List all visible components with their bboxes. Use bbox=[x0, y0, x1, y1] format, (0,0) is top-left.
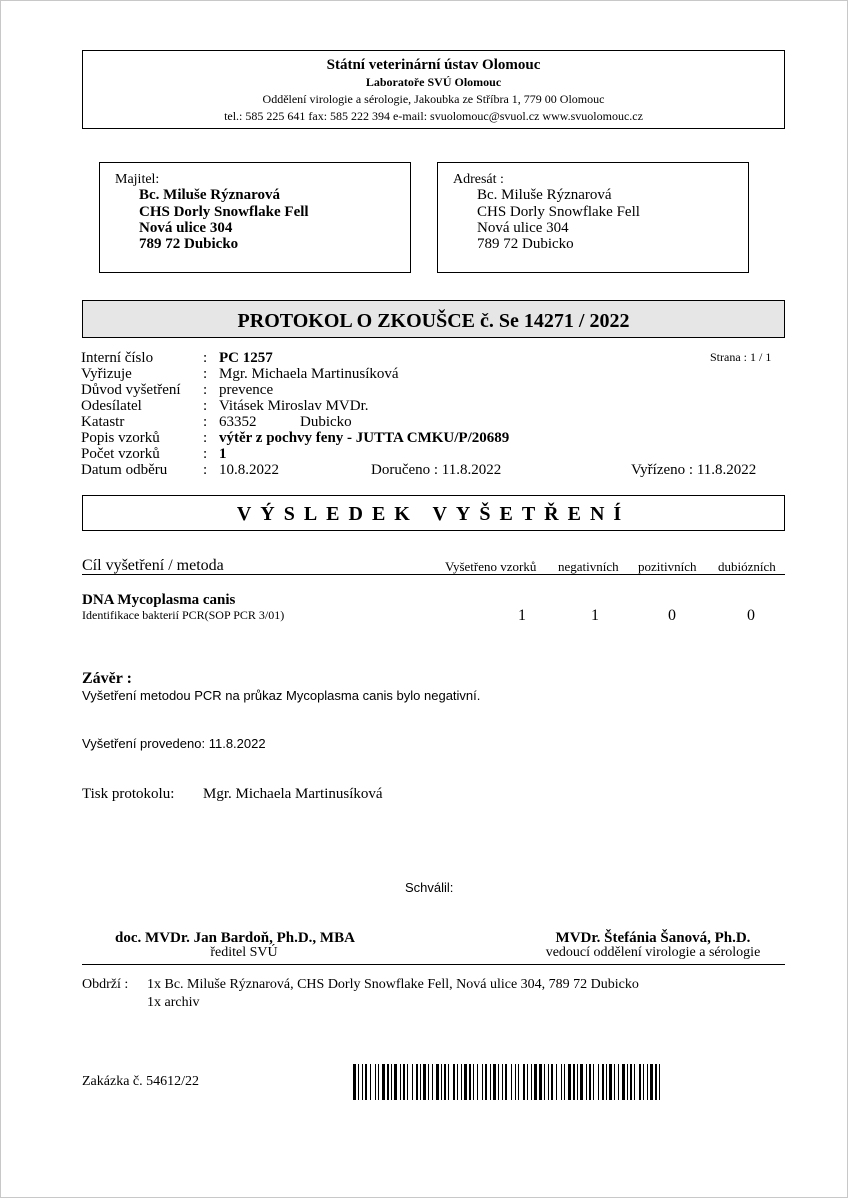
conclusion-text: Vyšetření metodou PCR na průkaz Mycoplasma canis bylo negativní. bbox=[82, 688, 481, 703]
department-address: Oddělení virologie a sérologie, Jakoubka ze Stříbra 1, 779 00 Olomouc bbox=[262, 92, 605, 106]
signatory-name: doc. MVDr. Jan Bardoň, Ph.D., MBA bbox=[115, 930, 355, 946]
owner-box bbox=[99, 162, 411, 273]
recipient-line: 1x Bc. Miluše Rýznarová, CHS Dorly Snowflake Fell, Nová ulice 304, 789 72 Dubicko bbox=[147, 977, 639, 992]
info-value: prevence bbox=[219, 382, 274, 398]
signatory-role: ředitel SVÚ bbox=[210, 945, 278, 960]
owner-line: Nová ulice 304 bbox=[139, 220, 233, 236]
addressee-line: Nová ulice 304 bbox=[477, 220, 569, 236]
info-label: Vyřizuje bbox=[81, 366, 132, 382]
info-label: Datum odběru bbox=[81, 462, 168, 478]
info-label: Počet vzorků bbox=[81, 446, 160, 462]
info-colon: : bbox=[203, 446, 208, 462]
recipients-label: Obdrží : bbox=[82, 977, 129, 992]
owner-line: CHS Dorly Snowflake Fell bbox=[139, 204, 309, 220]
protocol-title-box bbox=[82, 300, 785, 338]
approved-label: Schválil: bbox=[405, 880, 454, 895]
signatory-role: vedoucí oddělení virologie a sérologie bbox=[545, 945, 761, 960]
info-value: Mgr. Michaela Martinusíková bbox=[219, 366, 399, 382]
table-header-dubioznich: dubiózních bbox=[718, 559, 776, 574]
completed-date: Vyřízeno : 11.8.2022 bbox=[631, 462, 757, 478]
table-header-pozitivnich: pozitivních bbox=[638, 559, 697, 574]
result-dubioznich: 0 bbox=[747, 607, 755, 624]
info-value: 1 bbox=[219, 446, 227, 462]
result-target: DNA Mycoplasma canis bbox=[82, 592, 236, 608]
result-vysetreno: 1 bbox=[518, 607, 526, 624]
info-colon: : bbox=[203, 430, 208, 446]
info-label: Důvod vyšetření bbox=[81, 382, 181, 398]
addressee-line: 789 72 Dubicko bbox=[477, 236, 574, 252]
info-colon: : bbox=[203, 414, 208, 430]
performed-date: Vyšetření provedeno: 11.8.2022 bbox=[82, 736, 266, 751]
owner-line: Bc. Miluše Rýznarová bbox=[139, 187, 280, 203]
signature-rule bbox=[82, 964, 785, 965]
result-pozitivnich: 0 bbox=[668, 607, 676, 624]
institute-name: Státní veterinární ústav Olomouc bbox=[326, 57, 541, 73]
info-value: 10.8.2022 bbox=[219, 462, 279, 478]
conclusion-heading: Závěr : bbox=[82, 670, 132, 687]
info-value: Vitásek Miroslav MVDr. bbox=[219, 398, 369, 414]
info-label: Odesílatel bbox=[81, 398, 142, 414]
info-colon: : bbox=[203, 366, 208, 382]
print-label: Tisk protokolu: bbox=[82, 786, 175, 802]
addressee-line: CHS Dorly Snowflake Fell bbox=[477, 204, 640, 220]
info-colon: : bbox=[203, 382, 208, 398]
table-header-cil: Cíl vyšetření / metoda bbox=[82, 557, 224, 574]
info-label: Popis vzorků bbox=[81, 430, 160, 446]
table-header-rule bbox=[82, 574, 785, 575]
results-title: VÝSLEDEK VYŠETŘENÍ bbox=[236, 503, 631, 525]
recipient-line: 1x archiv bbox=[147, 995, 200, 1010]
info-value: výtěr z pochvy feny - JUTTA CMKU/P/20689 bbox=[219, 430, 510, 446]
info-colon: : bbox=[203, 350, 208, 366]
info-value: PC 1257 bbox=[219, 350, 273, 366]
table-header-negativnich: negativních bbox=[558, 559, 619, 574]
katastr-name: Dubicko bbox=[300, 414, 352, 430]
results-title-box bbox=[82, 495, 785, 531]
page-indicator: Strana : 1 / 1 bbox=[710, 350, 772, 364]
institute-header bbox=[82, 50, 785, 129]
signatory-director bbox=[82, 930, 388, 961]
katastr-code: 63352 bbox=[219, 414, 257, 430]
addressee-heading: Adresát : bbox=[453, 172, 504, 187]
result-method: Identifikace bakterií PCR(SOP PCR 3/01) bbox=[82, 608, 285, 622]
addressee-box bbox=[437, 162, 749, 273]
protocol-title: PROTOKOL O ZKOUŠCE č. Se 14271 / 2022 bbox=[237, 310, 630, 332]
order-number: Zakázka č. 54612/22 bbox=[82, 1074, 200, 1089]
result-negativnich: 1 bbox=[591, 607, 599, 624]
info-label: Interní číslo bbox=[81, 350, 154, 366]
addressee-line: Bc. Miluše Rýznarová bbox=[477, 187, 612, 203]
barcode-image bbox=[353, 1064, 661, 1100]
owner-heading: Majitel: bbox=[115, 172, 160, 187]
contact-line: tel.: 585 225 641 fax: 585 222 394 e-mail: svuolomouc@svuol.cz www.svuolomouc.cz bbox=[224, 109, 643, 123]
lab-name: Laboratoře SVÚ Olomouc bbox=[365, 75, 502, 89]
signatory-name: MVDr. Štefánia Šanová, Ph.D. bbox=[555, 930, 751, 946]
signatory-head bbox=[501, 930, 805, 961]
info-colon: : bbox=[203, 462, 208, 478]
info-label: Katastr bbox=[81, 414, 125, 430]
owner-line: 789 72 Dubicko bbox=[139, 236, 239, 252]
table-header-vysetreno: Vyšetřeno vzorků bbox=[445, 559, 537, 574]
info-colon: : bbox=[203, 398, 208, 414]
delivered-date: Doručeno : 11.8.2022 bbox=[371, 462, 502, 478]
print-value: Mgr. Michaela Martinusíková bbox=[203, 786, 383, 802]
